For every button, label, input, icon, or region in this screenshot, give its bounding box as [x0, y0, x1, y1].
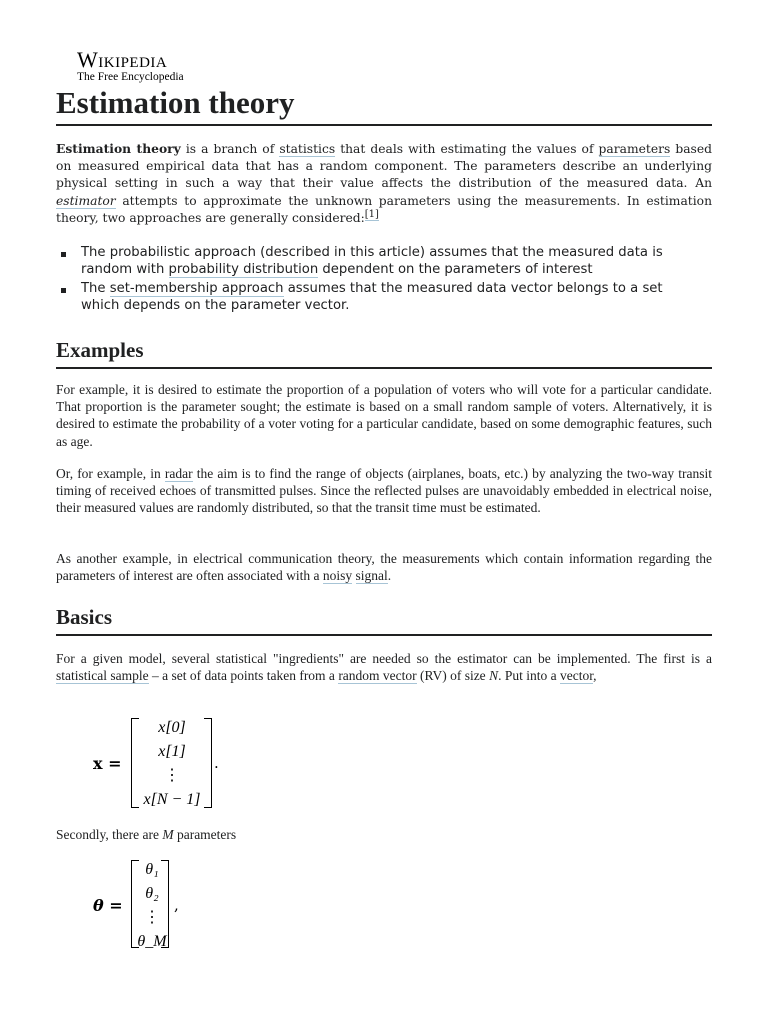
approach-list: [56, 244, 696, 316]
examples-paragraph-2: [56, 465, 712, 517]
text: Or, for example, in: [56, 466, 165, 481]
link-statistics[interactable]: statistics: [279, 142, 336, 156]
intro-paragraph: [56, 140, 712, 227]
right-bracket: [161, 860, 169, 948]
basics-paragraph-2: [56, 826, 712, 843]
text: .: [387, 568, 392, 584]
equation-x-lhs: x =: [93, 754, 122, 773]
text: For a given model, several statistical "ingredients" are needed so the estimator can be implemented. The first is a: [56, 651, 712, 666]
link-statistical-sample[interactable]: statistical sample: [56, 668, 149, 684]
math-symbol: N: [489, 668, 499, 684]
examples-paragraph-3: [56, 550, 712, 584]
equation-theta-lhs: θ =: [93, 896, 123, 915]
list-item: [56, 244, 696, 278]
math-symbol: M: [162, 827, 174, 842]
text: (RV) of size: [416, 668, 490, 684]
logo-tagline: The Free Encyclopedia: [77, 71, 184, 83]
text: that deals with estimating the values of: [335, 142, 599, 156]
matrix-entry: θ_M: [137, 933, 167, 950]
examples-paragraph-1: For example, it is desired to estimate the proportion of a population of voters who will vote for a particular candidate. That proportion is the parameter sought; the estimate is based on a small random sample of voters. Alternatively, it is desired to estimate the probability of a voter voting for a particular candidate, based on some demographic features, such as age.: [56, 382, 712, 449]
basics-paragraph-1: [56, 650, 712, 684]
text: . Put into a: [498, 668, 560, 684]
text: based on measured empirical data that has a random component. The parameters describe an underlying physical setting in such a way that their value affects the distribution of the measured data. An: [56, 142, 712, 191]
text: parameters: [173, 827, 237, 842]
text: assumes that the measured data vector belongs to a set which depends on the parameter vector.: [81, 281, 663, 313]
matrix-entry: ⋮: [144, 909, 160, 926]
matrix-entry: ⋮: [164, 767, 180, 784]
logo-wordmark: Wikipedia: [77, 47, 168, 72]
text: ,: [593, 668, 597, 684]
link-radar[interactable]: radar: [164, 466, 193, 481]
link-vector[interactable]: vector: [559, 668, 594, 684]
link-noisy[interactable]: noisy: [322, 568, 353, 584]
text: – a set of data points taken from a: [148, 668, 339, 684]
text: Secondly, there are: [56, 827, 163, 842]
text: As another example, in electrical communication theory, the measurements which contain information regarding the parameters of interest are often associated with a: [56, 551, 712, 584]
text: attempts to approximate the unknown parameters using the measurements. In estimation theory, two approaches are generally considered:: [56, 193, 712, 225]
text: The: [81, 281, 110, 296]
text: The probabilistic approach (described in this article) assumes that the measured data is random with: [81, 245, 663, 277]
equation-x-column: [138, 716, 206, 812]
matrix-entry: θ₁: [145, 861, 159, 878]
text: dependent on the parameters of interest: [318, 262, 593, 277]
text: is a branch of: [180, 142, 280, 156]
matrix-entry: x[1]: [158, 743, 186, 760]
lead-term: Estimation theory: [56, 141, 181, 156]
link-random-vector[interactable]: random vector: [338, 668, 417, 684]
link-signal[interactable]: signal: [355, 568, 388, 584]
link-estimator[interactable]: estimator: [56, 193, 116, 208]
equation-x-period: .: [214, 754, 219, 772]
link-set-membership-approach[interactable]: set-membership approach: [109, 281, 284, 296]
section-heading-examples: Examples: [56, 336, 712, 369]
section-heading-basics: Basics: [56, 603, 712, 636]
equation-theta-comma: ,: [174, 896, 179, 914]
wikipedia-logo[interactable]: [77, 49, 184, 84]
page-title: Estimation theory: [56, 84, 712, 126]
list-item: [56, 280, 696, 314]
matrix-entry: x[N − 1]: [143, 791, 201, 808]
right-bracket: [204, 718, 212, 808]
bullet-icon: [61, 252, 66, 257]
reference-link[interactable]: [1]: [364, 208, 379, 220]
bullet-icon: [61, 288, 66, 293]
matrix-entry: x[0]: [158, 719, 186, 736]
matrix-entry: θ₂: [145, 885, 159, 902]
text: the aim is to find the range of objects (airplanes, boats, etc.) by analyzing the two-way transit timing of received echoes of transmitted pulses. Since the reflected pulses are unavoidably embedded in electrical noise, their measured values are randomly distributed, so that the transit time must be estimated.: [56, 466, 712, 516]
link-parameters[interactable]: parameters: [598, 142, 671, 156]
link-probability-distribution[interactable]: probability distribution: [168, 262, 319, 277]
